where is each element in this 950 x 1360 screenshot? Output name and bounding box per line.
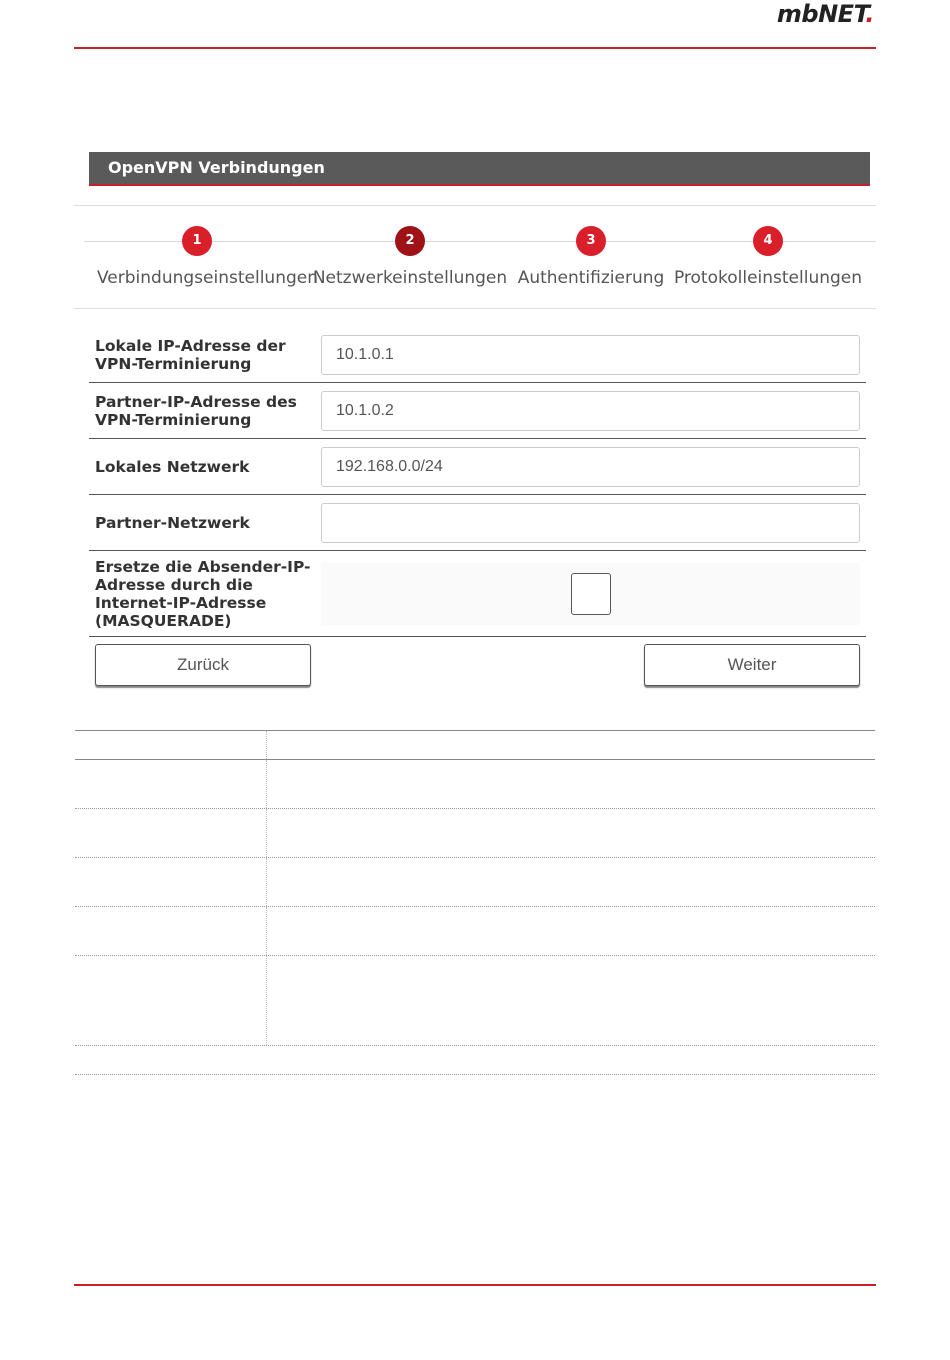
next-button[interactable]: Weiter [644, 644, 860, 686]
step-3-number: 3 [576, 226, 606, 256]
partner-ip-input[interactable]: 10.1.0.2 [321, 391, 860, 431]
form-row-partner-ip [89, 383, 866, 439]
partner-ip-label: Partner-IP-Adresse des VPN-Terminierung [95, 392, 297, 429]
table-header-row [75, 730, 875, 759]
step-1[interactable] [97, 226, 318, 288]
step-4-label: Protokolleinstellungen [673, 268, 863, 288]
description-table [75, 730, 875, 1075]
step-4-number: 4 [753, 226, 783, 256]
form-row-masquerade [89, 551, 866, 637]
step-2[interactable] [310, 226, 510, 288]
mbnet-logo: mbNET. [776, 0, 874, 28]
table-row [75, 1045, 875, 1075]
table-row [75, 857, 875, 906]
step-2-label: Netzwerkeinstellungen [312, 268, 508, 288]
back-button[interactable]: Zurück [95, 644, 311, 686]
local-ip-input[interactable]: 10.1.0.1 [321, 335, 860, 375]
panel-title-bar [89, 152, 870, 186]
network-settings-form [89, 327, 866, 695]
table-row [75, 906, 875, 955]
wizard-steps [74, 205, 876, 309]
panel-title: OpenVPN Verbindungen [108, 158, 325, 177]
form-buttons [89, 637, 866, 695]
step-3-label: Authentifizierung [517, 268, 665, 288]
local-network-label: Lokales Netzwerk [95, 457, 250, 476]
form-row-local-ip [89, 327, 866, 383]
step-4[interactable] [668, 226, 868, 288]
masquerade-checkbox[interactable] [571, 573, 611, 615]
local-ip-label: Lokale IP-Adresse der VPN-Terminierung [95, 336, 286, 373]
step-2-number: 2 [395, 226, 425, 256]
partner-network-input[interactable] [321, 503, 860, 543]
step-1-number: 1 [182, 226, 212, 256]
partner-network-label: Partner-Netzwerk [95, 513, 250, 532]
table-row [75, 759, 875, 808]
local-network-input[interactable]: 192.168.0.0/24 [321, 447, 860, 487]
table-row [75, 808, 875, 857]
masquerade-label: Ersetze die Absender-IP-Adresse durch die Internet-IP-Adresse (MASQUERADE) [95, 557, 311, 630]
header-divider [74, 47, 876, 49]
footer-divider [74, 1284, 876, 1286]
table-row [75, 955, 875, 1045]
step-3[interactable] [491, 226, 691, 288]
form-row-partner-network [89, 495, 866, 551]
step-1-label: Verbindungseinstellungen [97, 268, 318, 288]
form-row-local-network [89, 439, 866, 495]
